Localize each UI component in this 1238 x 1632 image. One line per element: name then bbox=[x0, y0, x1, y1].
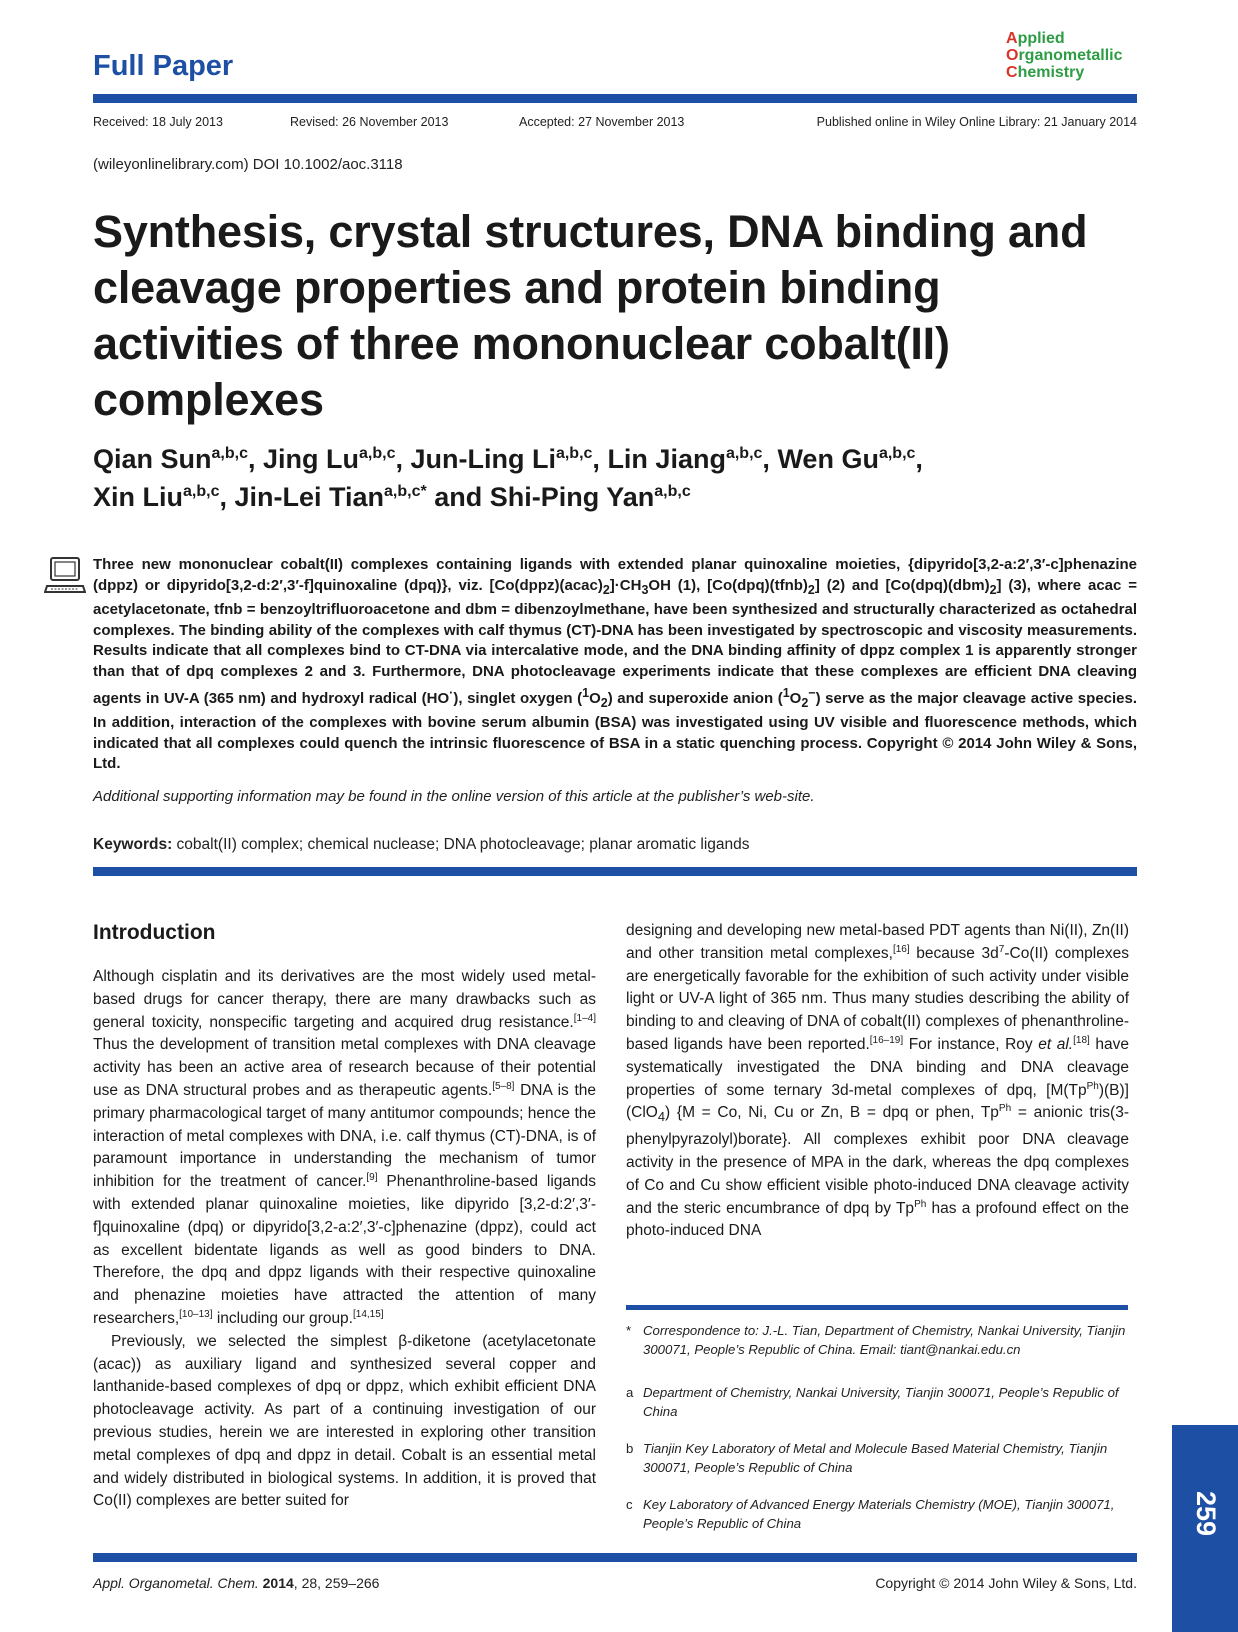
citation-ref[interactable]: [16] bbox=[892, 943, 910, 955]
article-dates bbox=[93, 115, 1137, 131]
author-name: Jing Lu bbox=[263, 444, 359, 474]
affiliation-footnote-b bbox=[626, 1440, 1130, 1477]
journal-logo-line-2: Organometallic bbox=[1006, 47, 1123, 64]
body-text: including our group. bbox=[212, 1309, 353, 1327]
top-rule bbox=[93, 94, 1137, 103]
abstract-text: ) and superoxide anion ( bbox=[607, 689, 783, 707]
author-affiliation: a,b,c bbox=[878, 445, 916, 462]
footer-copyright: Copyright © 2014 John Wiley & Sons, Ltd. bbox=[875, 1575, 1137, 1591]
superscript: Ph bbox=[914, 1198, 927, 1210]
journal-logo-line-3: Chemistry bbox=[1006, 64, 1085, 81]
author-separator: , bbox=[395, 444, 411, 474]
author-name: Lin Jiang bbox=[607, 444, 726, 474]
body-text: designing and developing new metal-based PDT agents than Ni(II), Zn(II) and other transition metal complexes, bbox=[626, 922, 1129, 962]
abstract-sup: · bbox=[449, 685, 454, 700]
author-name: Jin-Lei Tian bbox=[234, 482, 385, 512]
introduction-heading: Introduction bbox=[93, 921, 216, 944]
page-number: 259 bbox=[1191, 1491, 1221, 1537]
citation-ref[interactable]: [14,15] bbox=[353, 1308, 384, 1320]
citation-ref[interactable]: [16–19] bbox=[869, 1034, 904, 1046]
author-affiliation: a,b,c bbox=[654, 483, 691, 500]
article-title: Synthesis, crystal structures, DNA binding and cleavage properties and protein binding activities of three mononuclear cobalt(II) complexes bbox=[93, 206, 1088, 425]
body-text: have systematically investigated the DNA binding and DNA cleavage properties of some ternary 3d-metal complexes of dpq, [M(Tp bbox=[626, 1035, 1129, 1099]
abstract-text: ), singlet oxygen ( bbox=[453, 689, 583, 707]
abstract-sub: 2 bbox=[600, 695, 608, 710]
body-text-italic: et al. bbox=[1038, 1035, 1074, 1053]
intro-paragraph-2: Previously, we selected the simplest β-diketone (acetylacetonate (acac)) as auxiliary ligand and synthesized several copper and lanthanide-based complexes of dpq or dppz, which exhibit efficient DNA photocleavage activity. As part of a continuing investigation of our previous studies, herein we are interested in exploring other transition metal complexes of dpq and dppz in detail. Cobalt is an essential metal and widely distributed in biological systems. In addition, it is proved that Co(II) complexes are better suited for bbox=[93, 1332, 596, 1510]
published-date: Published online in Wiley Online Library: 21 January 2014 bbox=[816, 115, 1137, 129]
abstract-text: ]·CH bbox=[609, 576, 642, 594]
doi: (wileyonlinelibrary.com) DOI 10.1002/aoc.3118 bbox=[93, 156, 403, 173]
footnote-text: Correspondence to: J.-L. Tian, Department of Chemistry, Nankai University, Tianjin 300071, People’s Republic of China. Email: tiant@nankai.edu.cn bbox=[643, 1323, 1126, 1357]
abstract-text: ] (2) and [Co(dpq)(dbm) bbox=[814, 576, 990, 594]
journal-logo bbox=[1006, 30, 1122, 81]
body-text: -Co(II) complexes are energetically favorable for the exhibition of such activity under visible light or UV-A light of 365 nm. Thus many studies describing the ability of binding to and cleaving of DNA of cobalt(II) complexes of phenanthroline-based ligands have been reported. bbox=[626, 944, 1129, 1053]
author-list bbox=[93, 440, 1143, 516]
author-name: Wen Gu bbox=[777, 444, 879, 474]
intro-paragraph-1 bbox=[93, 966, 596, 1331]
body-text: For instance, Roy bbox=[903, 1035, 1039, 1053]
author-affiliation: a,b,c bbox=[555, 445, 593, 462]
body-text: Phenanthroline-based ligands with extended planar quinoxaline moieties, like dipyrido [3,2-d:2′,3′-f]quinoxaline (dpq) or dipyrido[3,2-a:2′,3′-c]phenazine (dppz), could act as excellent bidentate ligands as well as good binders to DNA. Therefore, the dpq and dppz ligands with their respective quinoxaline and phenazine moieties have attracted the attention of many researchers, bbox=[93, 1173, 596, 1327]
abstract-sub: 3 bbox=[641, 582, 649, 597]
abstract-sub: 2 bbox=[989, 582, 997, 597]
footnote-rule bbox=[626, 1305, 1128, 1310]
journal-logo-line-1: Applied bbox=[1006, 30, 1065, 47]
author-separator: , bbox=[219, 482, 235, 512]
supporting-info-note: Additional supporting information may be found in the online version of this article at the publisher’s web-site. bbox=[93, 788, 815, 805]
author-name: Jun-Ling Li bbox=[410, 444, 556, 474]
journal-year: 2014 bbox=[262, 1575, 294, 1591]
body-column-left bbox=[93, 966, 596, 1513]
author-affiliation: a,b,c bbox=[211, 445, 248, 462]
keywords bbox=[93, 836, 1137, 854]
volume-pages: , 28, 259–266 bbox=[293, 1575, 380, 1591]
author-separator: and bbox=[426, 482, 490, 512]
body-text: Although cisplatin and its derivatives are the most widely used metal-based drugs for cancer therapy, there are many drawbacks such as general toxicity, nonspecific targeting and acquired drug resistance. bbox=[93, 968, 596, 1031]
author-separator: , bbox=[592, 444, 608, 474]
body-column-right bbox=[626, 920, 1129, 1243]
citation-ref[interactable]: [1–4] bbox=[573, 1012, 596, 1024]
body-text: )(B)](ClO bbox=[626, 1081, 1129, 1122]
journal-citation bbox=[93, 1575, 379, 1591]
revised-date: Revised: 26 November 2013 bbox=[290, 115, 449, 129]
author-affiliation: a,b,c bbox=[725, 445, 763, 462]
abstract-sup: 1 bbox=[582, 685, 590, 700]
abstract-sup: − bbox=[808, 685, 816, 700]
abstract-sup: 1 bbox=[782, 685, 790, 700]
computer-icon bbox=[44, 556, 86, 596]
author-name: Shi-Ping Yan bbox=[489, 482, 655, 512]
section-rule bbox=[93, 867, 1137, 876]
section-label: Full Paper bbox=[93, 50, 234, 82]
superscript: 7 bbox=[998, 943, 1005, 955]
superscript: Ph bbox=[998, 1103, 1012, 1115]
received-date: Received: 18 July 2013 bbox=[93, 115, 223, 129]
abstract-text: O bbox=[789, 689, 802, 707]
citation-ref[interactable]: [18] bbox=[1073, 1034, 1090, 1046]
citation-ref[interactable]: [5–8] bbox=[492, 1080, 515, 1092]
keywords-label: Keywords: bbox=[93, 836, 173, 853]
footnote-mark: a bbox=[626, 1385, 634, 1400]
author-affiliation: a,b,c bbox=[183, 483, 220, 500]
abstract-text: OH (1), [Co(dpq)(tfnb) bbox=[648, 576, 808, 594]
intro-paragraph-3 bbox=[626, 920, 1129, 1243]
correspondence-footnote bbox=[626, 1322, 1130, 1359]
superscript: Ph bbox=[1086, 1080, 1099, 1092]
journal-abbrev: Appl. Organometal. Chem. bbox=[93, 1575, 259, 1591]
body-text: DNA is the primary pharmacological target of many antitumor compounds; hence the interaction of metal complexes with DNA, i.e. calf thymus (CT)-DNA, is of paramount importance in understanding the mechanism of tumor inhibition for the treatment of cancer. bbox=[93, 1081, 596, 1191]
footnote-text: Department of Chemistry, Nankai University, Tianjin 300071, People’s Republic of China bbox=[643, 1385, 1119, 1419]
footnote-text: Key Laboratory of Advanced Energy Materials Chemistry (MOE), Tianjin 300071, People’s Republic of China bbox=[643, 1497, 1115, 1531]
citation-ref[interactable]: [10–13] bbox=[179, 1308, 213, 1320]
footnote-mark: b bbox=[626, 1441, 634, 1456]
author-separator: , bbox=[915, 444, 923, 474]
abstract-sub: 2 bbox=[807, 582, 815, 597]
body-text: Thus the development of transition metal complexes with DNA cleavage activity has been an active area of research because of their potential use as DNA structural probes and as therapeutic agents. bbox=[93, 1036, 596, 1099]
abstract bbox=[93, 555, 1137, 775]
author-separator: , bbox=[762, 444, 778, 474]
body-text: = anionic tris(3-phenylpyrazolyl)borate}. All complexes exhibit poor DNA cleavage activity in the presence of MPA in the dark, whereas the dpq complexes of Co and Cu show efficient visible photo-induced DNA cleavage activity and the steric encumbrance of dpq by Tp bbox=[626, 1104, 1129, 1217]
abstract-text: O bbox=[589, 689, 601, 707]
abstract-text: Three new mononuclear cobalt(II) complexes containing ligands with extended planar quinoxaline moieties, {dipyrido[3,2-a:2′,3′-c]phenazine (dppz) or dipyrido[3,2-d:2′,3′-f]quinoxaline (dpq)}, viz. [Co(dppz)(acac) bbox=[93, 556, 1137, 594]
author-affiliation: a,b,c* bbox=[384, 483, 427, 500]
body-text: because 3d bbox=[909, 944, 999, 962]
affiliation-footnote-c bbox=[626, 1496, 1130, 1533]
footnote-mark: * bbox=[626, 1323, 632, 1338]
body-text: ) {M = Co, Ni, Cu or Zn, B = dpq or phen, Tp bbox=[665, 1104, 999, 1122]
author-separator: , bbox=[247, 444, 263, 474]
author-name: Xin Liu bbox=[93, 482, 183, 512]
citation-ref[interactable]: [9] bbox=[366, 1172, 378, 1184]
footer-rule bbox=[93, 1553, 1137, 1562]
accepted-date: Accepted: 27 November 2013 bbox=[519, 115, 685, 129]
author-name: Qian Sun bbox=[93, 444, 212, 474]
abstract-text: ] (3), where acac = acetylacetonate, tfnb = benzoyltrifluoroacetone and dbm = dibenzoylmethane, have been synthesized and structurally characterized as octahedral complexes. The binding ability of the complexes with calf thymus (CT)-DNA has been investigated by spectroscopic and viscosity measurements. Results indicate that all complexes bind to CT-DNA via intercalative mode, and the DNA binding affinity of dppz complex 1 is apparently stronger than that of dpq complexes 2 and 3. Furthermore, DNA photocleavage experiments indicate that these complexes are efficient DNA cleaving agents in UV-A (365 nm) and hydroxyl radical (HO bbox=[93, 576, 1137, 707]
abstract-sub: 2 bbox=[801, 695, 809, 710]
footnote-mark: c bbox=[626, 1497, 633, 1512]
subscript: 4 bbox=[657, 1109, 666, 1125]
abstract-sub: 2 bbox=[602, 582, 610, 597]
keywords-text: cobalt(II) complex; chemical nuclease; DNA photocleavage; planar aromatic ligands bbox=[172, 836, 750, 853]
author-affiliation: a,b,c bbox=[359, 445, 396, 462]
abstract-text: ) serve as the major cleavage active species. In addition, interaction of the complexes with bovine serum albumin (BSA) was investigated using UV visible and fluorescence methods, which indicated that all complexes could quench the intrinsic fluorescence of BSA in a static quenching process. Copyright © 2014 John Wiley & Sons, Ltd. bbox=[93, 689, 1138, 773]
footnote-text: Tianjin Key Laboratory of Metal and Molecule Based Material Chemistry, Tianjin 300071, People’s Republic of China bbox=[643, 1441, 1108, 1475]
body-text: has a profound effect on the photo-induced DNA bbox=[626, 1199, 1130, 1240]
affiliation-footnote-a bbox=[626, 1384, 1130, 1421]
